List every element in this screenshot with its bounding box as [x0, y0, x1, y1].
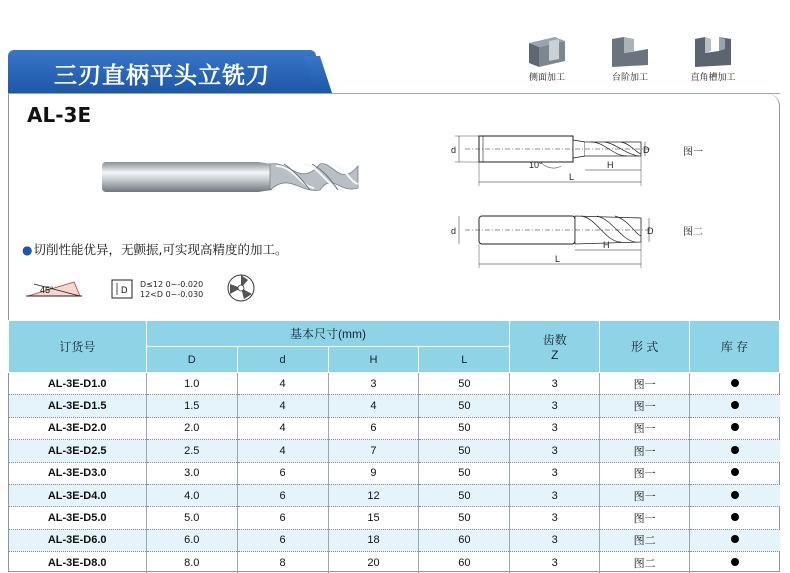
in-stock-dot-icon: [731, 423, 739, 431]
cell-D: 2.5: [146, 440, 237, 462]
dim-L-label: L: [555, 254, 561, 264]
in-stock-dot-icon: [731, 401, 739, 409]
dim-L-label: L: [569, 172, 575, 182]
cell-D: 1.0: [146, 373, 237, 395]
cell-d: 6: [237, 507, 328, 529]
cell-teeth: 3: [510, 395, 600, 417]
cell-code: AL-3E-D4.0: [9, 484, 147, 506]
cell-form: 图二: [600, 529, 690, 551]
feature-text: [22, 240, 287, 258]
teeth-label: 齿数: [542, 333, 567, 347]
cell-teeth: 3: [510, 462, 600, 484]
cell-stock: [690, 529, 780, 551]
cell-H: 18: [328, 529, 419, 551]
side-milling-icon: [525, 33, 569, 69]
col-header-teeth: [510, 321, 600, 373]
cell-code: AL-3E-D2.0: [9, 417, 147, 439]
col-header-stock: 库 存: [690, 321, 780, 373]
cell-H: 20: [328, 552, 419, 573]
figure-2-label: 图二: [683, 227, 703, 238]
machining-label: 台阶加工: [611, 73, 648, 83]
cell-form: 图一: [600, 373, 690, 395]
end-mill-image: [100, 158, 362, 196]
cell-d: 8: [237, 552, 328, 573]
dim-H-label: H: [603, 240, 610, 250]
col-header-L: L: [419, 347, 510, 373]
cell-L: 50: [419, 440, 510, 462]
cell-L: 50: [419, 417, 510, 439]
table-row: [9, 529, 780, 551]
cell-L: 50: [419, 395, 510, 417]
col-header-code: 订货号: [9, 321, 147, 373]
in-stock-dot-icon: [731, 468, 739, 476]
machining-step: [600, 33, 660, 83]
cell-code: AL-3E-D2.5: [9, 440, 147, 462]
col-header-form: 形 式: [600, 321, 690, 373]
in-stock-dot-icon: [731, 513, 739, 521]
dim-D-label: D: [647, 226, 654, 236]
in-stock-dot-icon: [731, 558, 739, 566]
cell-L: 50: [419, 462, 510, 484]
cell-stock: [690, 395, 780, 417]
in-stock-dot-icon: [731, 446, 739, 454]
model-number: AL-3E: [27, 103, 92, 127]
cell-teeth: 3: [510, 417, 600, 439]
cell-stock: [690, 484, 780, 506]
cell-code: AL-3E-D1.0: [9, 373, 147, 395]
table-row: [9, 462, 780, 484]
step-milling-icon: [608, 33, 652, 69]
tolerance-icon: [108, 278, 136, 300]
figure-1-label: 图一: [683, 147, 703, 158]
cell-stock: [690, 417, 780, 439]
cell-D: 2.0: [146, 417, 237, 439]
in-stock-dot-icon: [731, 379, 739, 387]
helix-angle-text: 45°: [40, 285, 54, 295]
helix-angle-icon: [24, 278, 86, 300]
cell-form: 图一: [600, 462, 690, 484]
cell-code: AL-3E-D3.0: [9, 462, 147, 484]
cell-H: 9: [328, 462, 419, 484]
cell-stock: [690, 440, 780, 462]
cell-H: 7: [328, 440, 419, 462]
table-row: [9, 440, 780, 462]
cell-L: 60: [419, 529, 510, 551]
cell-d: 6: [237, 529, 328, 551]
cell-H: 15: [328, 507, 419, 529]
tolerance-line-2: 12<D 0~-0.030: [140, 290, 204, 299]
cell-D: 6.0: [146, 529, 237, 551]
col-header-H: H: [328, 347, 419, 373]
cell-d: 4: [237, 373, 328, 395]
cell-d: 4: [237, 395, 328, 417]
cell-code: AL-3E-D5.0: [9, 507, 147, 529]
dim-D-label: D: [643, 145, 650, 155]
table-row: [9, 395, 780, 417]
cell-D: 4.0: [146, 484, 237, 506]
cell-stock: [690, 373, 780, 395]
cell-L: 60: [419, 552, 510, 573]
tolerance-symbol: D: [121, 285, 128, 295]
col-header-basic-size: 基本尺寸(mm): [146, 321, 509, 347]
table-body: [9, 373, 780, 573]
dim-H-label: H: [607, 160, 614, 170]
cell-L: 50: [419, 484, 510, 506]
in-stock-dot-icon: [731, 491, 739, 499]
in-stock-dot-icon: [731, 535, 739, 543]
cell-code: AL-3E-D8.0: [9, 552, 147, 573]
cell-form: 图二: [600, 552, 690, 573]
cell-teeth: 3: [510, 552, 600, 573]
cell-code: AL-3E-D6.0: [9, 529, 147, 551]
teeth-sub-label: Z: [551, 348, 559, 362]
table-row: [9, 373, 780, 395]
cell-form: 图一: [600, 484, 690, 506]
diagram-figure-1: [445, 126, 670, 188]
cell-form: 图一: [600, 507, 690, 529]
flute-count-icon: [222, 272, 260, 304]
bullet-icon: ●: [22, 243, 33, 257]
cell-D: 3.0: [146, 462, 237, 484]
cell-teeth: 3: [510, 507, 600, 529]
table-row: [9, 552, 780, 573]
table-row: [9, 484, 780, 506]
tolerance-text: [140, 280, 203, 300]
cell-L: 50: [419, 507, 510, 529]
col-header-d: d: [237, 347, 328, 373]
cell-teeth: 3: [510, 484, 600, 506]
cell-d: 6: [237, 484, 328, 506]
machining-label: 直角槽加工: [690, 73, 736, 83]
cell-stock: [690, 507, 780, 529]
table-row: [9, 507, 780, 529]
machining-slot: [683, 33, 743, 83]
machining-side: [517, 33, 577, 83]
cell-form: 图一: [600, 395, 690, 417]
slot-milling-icon: [691, 33, 735, 69]
cell-D: 5.0: [146, 507, 237, 529]
cell-teeth: 3: [510, 440, 600, 462]
page-title: 三刃直柄平头立铣刀: [54, 63, 270, 89]
diagram-figure-2: [445, 208, 670, 270]
cell-H: 4: [328, 395, 419, 417]
cell-H: 6: [328, 417, 419, 439]
feature-description: 切削性能优异，无颤振,可实现高精度的加工。: [33, 242, 288, 257]
spec-table: [8, 320, 780, 573]
cell-H: 12: [328, 484, 419, 506]
dim-d-label: d: [451, 226, 457, 236]
cell-d: 4: [237, 440, 328, 462]
angle-label: 10°: [529, 160, 543, 170]
cell-D: 1.5: [146, 395, 237, 417]
cell-H: 3: [328, 373, 419, 395]
cell-D: 8.0: [146, 552, 237, 573]
cell-teeth: 3: [510, 373, 600, 395]
cell-stock: [690, 462, 780, 484]
cell-L: 50: [419, 373, 510, 395]
table-row: [9, 417, 780, 439]
dim-d-label: d: [451, 145, 457, 155]
machining-label: 侧面加工: [528, 73, 565, 83]
cell-form: 图一: [600, 440, 690, 462]
cell-stock: [690, 552, 780, 573]
cell-form: 图一: [600, 417, 690, 439]
cell-d: 4: [237, 417, 328, 439]
cell-code: AL-3E-D1.5: [9, 395, 147, 417]
col-header-D: D: [146, 347, 237, 373]
cell-d: 6: [237, 462, 328, 484]
tolerance-line-1: D≤12 0~-0.020: [140, 280, 204, 289]
cell-teeth: 3: [510, 529, 600, 551]
